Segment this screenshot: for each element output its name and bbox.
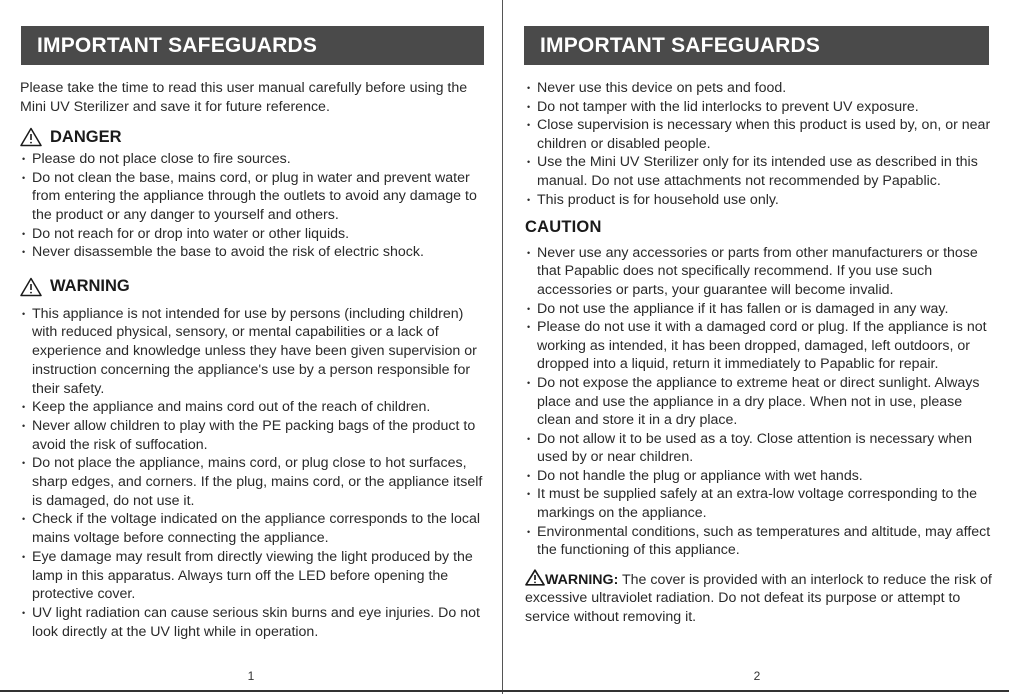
page-number: 2 [753, 669, 761, 683]
warning-item: • This appliance is not intended for use by persons (including children) with reduced physical, sensory, or mental capabilities or a lack of experience and knowledge unless they have been given supervision or instruction concerning the appliance's use by a person responsible for their safety. [20, 305, 490, 399]
danger-title: DANGER [50, 127, 122, 146]
safeguard-item: • Use the Mini UV Sterilizer only for its intended use as described in this manual. Do not use attachments not recommended by Papablic. [525, 153, 995, 190]
page-2-header: IMPORTANT SAFEGUARDS [524, 26, 989, 65]
warning-triangle-icon [20, 127, 42, 147]
caution-item: • Environmental conditions, such as temperatures and altitude, may affect the functioning of this appliance. [525, 523, 995, 560]
intro-text: Please take the time to read this user manual carefully before using the Mini UV Sterilizer and save it for future reference. [20, 80, 468, 115]
safeguard-item: • Close supervision is necessary when this product is used by, on, or near children or disabled people. [525, 116, 995, 153]
caution-heading [525, 218, 995, 237]
warning-item: • Never allow children to play with the PE packing bags of the product to avoid the risk of suffocation. [20, 417, 490, 454]
warning-item: • Check if the voltage indicated on the appliance corresponds to the local mains voltage before connecting the appliance. [20, 510, 490, 547]
warning-item: • Eye damage may result from directly viewing the light produced by the lamp in this apparatus. Always turn off the LED before opening the protective cover. [20, 548, 490, 604]
caution-item: • It must be supplied safely at an extra-low voltage corresponding to the markings on the appliance. [525, 485, 995, 522]
warning-triangle-icon [525, 569, 545, 586]
warning-item: • Keep the appliance and mains cord out of the reach of children. [20, 398, 490, 417]
danger-item: • Please do not place close to fire sources. [20, 150, 490, 169]
warning-heading [20, 277, 490, 297]
danger-list [20, 150, 490, 262]
caution-item: • Do not handle the plug or appliance with wet hands. [525, 467, 995, 486]
page-2-content [525, 79, 995, 627]
caution-item: • Never use any accessories or parts from other manufacturers or those that Papablic does not specifically recommend. If you use such accessories or parts, your guarantee will become invalid. [525, 244, 995, 300]
warning-title: WARNING [50, 277, 130, 296]
warning-item: • UV light radiation can cause serious skin burns and eye injuries. Do not look directly at the UV light while in operation. [20, 604, 490, 641]
warning-list [20, 305, 490, 642]
page-2 [504, 0, 1009, 694]
page-1-content [20, 79, 490, 641]
page-number: 1 [247, 669, 255, 683]
danger-item: • Never disassemble the base to avoid the risk of electric shock. [20, 243, 490, 262]
caution-item: • Please do not use it with a damaged cord or plug. If the appliance is not working as intended, it has been dropped, damaged, left outdoors, or dropped into a liquid, return it immediately to Papablic for repair. [525, 318, 995, 374]
safeguard-item: • Never use this device on pets and food. [525, 79, 995, 98]
safeguard-list [525, 79, 995, 209]
caution-item: • Do not expose the appliance to extreme heat or direct sunlight. Always place and use the appliance in a dry place. When not in use, please clean and store it in a dry place. [525, 374, 995, 430]
caution-list [525, 244, 995, 560]
safeguard-item: • This product is for household use only. [525, 191, 995, 210]
danger-item: • Do not clean the base, mains cord, or plug in water and prevent water from entering the appliance through the outlets to avoid any damage to the product or any danger to yourself and others. [20, 169, 490, 225]
page-1 [0, 0, 503, 694]
caution-item: • Do not use the appliance if it has fallen or is damaged in any way. [525, 300, 995, 319]
caution-item: • Do not allow it to be used as a toy. Close attention is necessary when used by or near children. [525, 430, 995, 467]
caution-title: CAUTION [525, 218, 602, 237]
warning-item: • Do not place the appliance, mains cord, or plug close to hot surfaces, sharp edges, and corners. If the plug, mains cord, or the appliance itself is damaged, do not use it. [20, 454, 490, 510]
interlock-warning-text: The cover is provided with an interlock to reduce the risk of excessive ultraviolet radiation. Do not defeat its purpose or attempt to service without removing it. [525, 571, 992, 626]
danger-heading [20, 127, 490, 147]
interlock-warning-label: WARNING: [545, 571, 619, 588]
danger-item: • Do not reach for or drop into water or other liquids. [20, 225, 490, 244]
warning-triangle-icon [20, 277, 42, 297]
interlock-warning [525, 569, 995, 627]
page-1-header: IMPORTANT SAFEGUARDS [21, 26, 484, 65]
safeguard-item: • Do not tamper with the lid interlocks to prevent UV exposure. [525, 98, 995, 117]
